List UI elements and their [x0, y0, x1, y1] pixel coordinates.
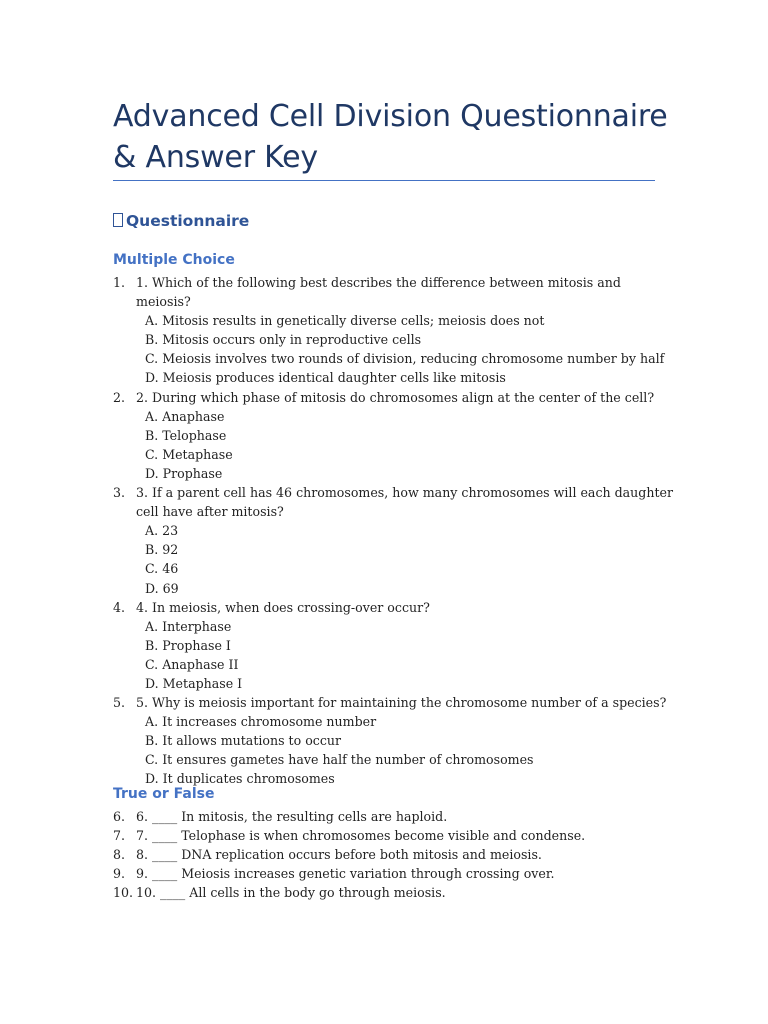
answer-option: C. Meiosis involves two rounds of division, reducing chromosome number by half: [145, 351, 665, 367]
question-number: 4.: [113, 599, 126, 615]
question-number: 6.: [113, 809, 126, 824]
question-item: [113, 273, 673, 388]
answer-option: B. Mitosis occurs only in reproductive cells: [145, 332, 422, 348]
question-text: 7. ____ Telophase is when chromosomes become visible and condense.: [136, 828, 586, 844]
question-text: 9. ____ Meiosis increases genetic variation through crossing over.: [136, 866, 555, 882]
question-item: [113, 598, 673, 693]
answer-option: B. It allows mutations to occur: [145, 733, 342, 749]
answer-option: A. Interphase: [145, 618, 232, 634]
page-title: Advanced Cell Division Questionnaire & Answer Key: [113, 99, 668, 175]
section-heading: [113, 212, 249, 230]
question-number: 3.: [113, 485, 126, 501]
answer-option: B. 92: [145, 542, 179, 558]
answer-option: D. It duplicates chromosomes: [145, 771, 335, 787]
answer-option: A. Anaphase: [145, 408, 225, 424]
answer-option: B. Telophase: [145, 427, 227, 443]
answer-option: A. 23: [145, 523, 179, 539]
question-text: 2. During which phase of mitosis do chromosomes align at the center of the cell?: [136, 389, 655, 405]
answer-option: B. Prophase I: [145, 637, 231, 653]
question-number: 10.: [113, 885, 134, 901]
answer-option: C. It ensures gametes have half the number of chromosomes: [145, 752, 534, 768]
question-number: 7.: [113, 828, 126, 844]
true-false-heading: True or False: [113, 786, 215, 802]
question-item: [113, 883, 673, 902]
section-heading-text: Questionnaire: [126, 212, 250, 230]
checkbox-icon: [113, 213, 123, 227]
question-number: 1.: [113, 275, 126, 290]
answer-option: D. Metaphase I: [145, 675, 243, 691]
question-number: 5.: [113, 695, 126, 711]
question-text: 8. ____ DNA replication occurs before both mitosis and meiosis.: [136, 847, 542, 863]
answer-option: C. 46: [145, 561, 179, 577]
answer-option: A. It increases chromosome number: [145, 714, 377, 730]
answer-option: C. Anaphase II: [145, 656, 239, 672]
multiple-choice-list: [113, 273, 673, 789]
question-text: 4. In meiosis, when does crossing-over occur?: [136, 599, 430, 615]
multiple-choice-heading: Multiple Choice: [113, 252, 235, 268]
question-number: 8.: [113, 847, 126, 863]
question-item: [113, 826, 673, 845]
answer-option: C. Metaphase: [145, 446, 233, 462]
title-underline: [113, 180, 655, 181]
question-number: 9.: [113, 866, 126, 882]
question-item: [113, 693, 673, 788]
question-text: 5. Why is meiosis important for maintaining the chromosome number of a species?: [136, 695, 667, 711]
answer-option: D. Meiosis produces identical daughter cells like mitosis: [145, 370, 506, 386]
question-item: [113, 864, 673, 883]
answer-option: A. Mitosis results in genetically diverse cells; meiosis does not: [145, 313, 545, 329]
question-text: 6. ____ In mitosis, the resulting cells are haploid.: [136, 809, 448, 824]
question-number: 2.: [113, 389, 126, 405]
question-item: [113, 388, 673, 483]
question-text: 3. If a parent cell has 46 chromosomes, how many chromosomes will each daughter cell have after mitosis?: [136, 485, 673, 520]
true-false-list: [113, 807, 673, 902]
question-item: [113, 845, 673, 864]
question-item: [113, 483, 673, 598]
question-text: 10. ____ All cells in the body go through meiosis.: [136, 885, 446, 901]
answer-option: D. 69: [145, 580, 179, 596]
answer-option: D. Prophase: [145, 465, 223, 481]
question-text: 1. Which of the following best describes the difference between mitosis and meiosis?: [136, 275, 621, 310]
question-item: [113, 807, 673, 826]
